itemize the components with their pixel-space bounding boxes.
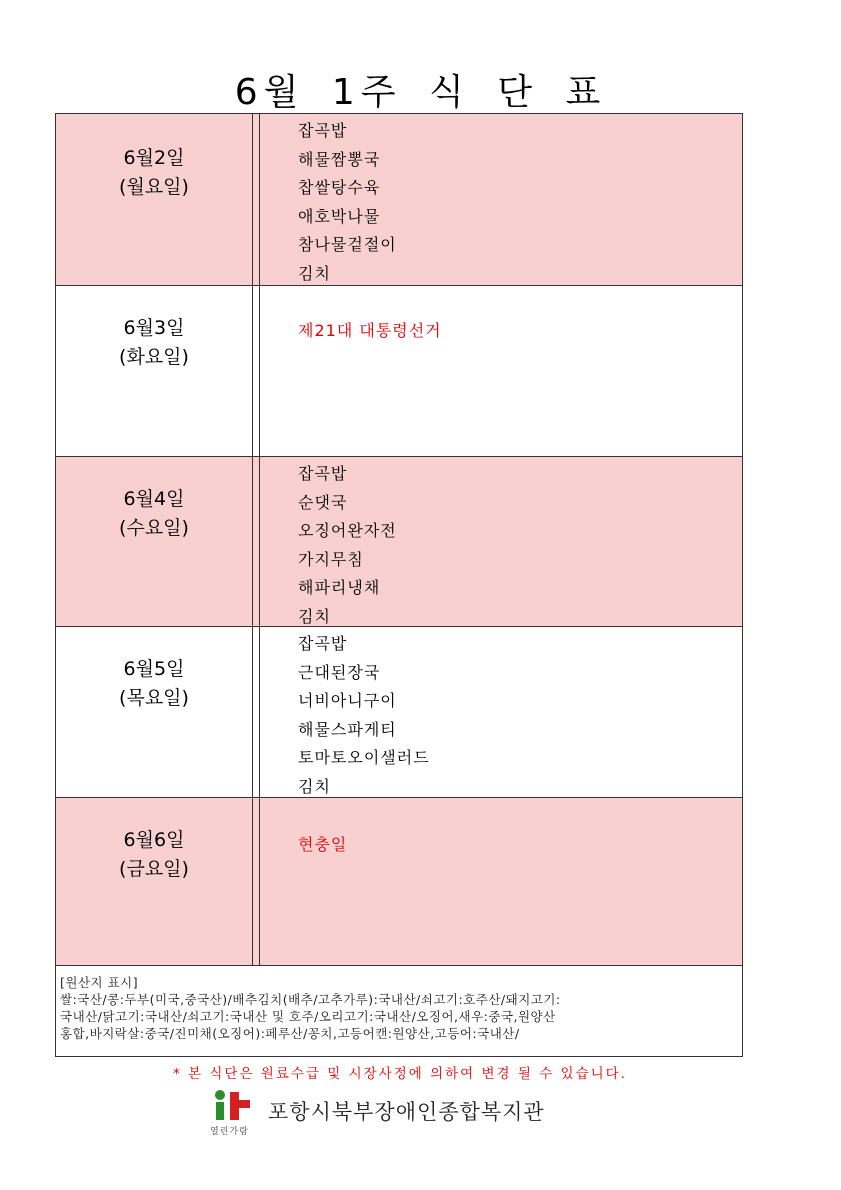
menu-item: 너비아니구이 — [298, 691, 397, 711]
menu-item: 근대된장국 — [298, 662, 381, 682]
menu-item: 토마토오이샐러드 — [298, 748, 430, 768]
menu-item: 해파리냉채 — [298, 578, 381, 598]
menu-item: 잡곡밥 — [298, 121, 348, 140]
day-weekday: (수요일) — [119, 517, 189, 539]
day-weekday: (목요일) — [119, 687, 189, 709]
day-date: 6월3일 — [123, 317, 185, 339]
day-date: 6월4일 — [123, 488, 185, 510]
holiday-label: 현충일 — [298, 835, 348, 854]
menu-item: 가지무침 — [298, 549, 364, 569]
date-cell — [56, 485, 252, 543]
organization-name: 포항시북부장애인종합복지관 — [268, 1100, 545, 1124]
menu-item: 오징어완자전 — [298, 521, 397, 541]
menu-item: 순댓국 — [298, 492, 348, 512]
day-date: 6월5일 — [123, 658, 185, 680]
menu-item: 참나물겉절이 — [298, 235, 397, 255]
day-row-tuesday — [56, 286, 742, 457]
day-date: 6월2일 — [123, 147, 185, 169]
menu-list — [298, 117, 397, 289]
page-title: 6월 1주 식 단 표 — [234, 72, 607, 113]
menu-item: 김치 — [298, 263, 331, 283]
change-notice: * 본 식단은 원료수급 및 시장사정에 의하여 변경 될 수 있습니다. — [173, 1066, 627, 1082]
menu-item: 잡곡밥 — [298, 634, 348, 653]
menu-item: 해물짬뽕국 — [298, 149, 381, 169]
day-row-thursday — [56, 627, 742, 798]
date-cell — [56, 826, 252, 884]
date-cell — [56, 144, 252, 202]
column-divider — [252, 114, 253, 965]
organization-logo-icon — [210, 1088, 260, 1128]
date-cell — [56, 314, 252, 372]
origin-line: 홍합,바지락살:중국/진미채(오징어):페루산/꽁치,고등어캔:원양산,고등어:국내산/ — [60, 1026, 520, 1041]
day-date: 6월6일 — [123, 829, 185, 851]
menu-list — [298, 460, 397, 632]
menu-table — [55, 113, 743, 966]
menu-item: 애호박나물 — [298, 206, 381, 226]
date-cell — [56, 655, 252, 713]
menu-item: 잡곡밥 — [298, 464, 348, 483]
day-weekday: (금요일) — [119, 858, 189, 880]
day-weekday: (월요일) — [119, 176, 189, 198]
menu-item: 김치 — [298, 606, 331, 626]
menu-list — [298, 630, 430, 802]
footer — [210, 1088, 590, 1138]
origin-heading: [원산지 표시] — [60, 975, 139, 990]
day-weekday: (화요일) — [119, 346, 189, 368]
origin-line: 쌀:국산/콩:두부(미국,중국산)/배추김치(배추/고추가루):국내산/쇠고기:호주산/돼지고기: — [60, 992, 561, 1007]
menu-item: 김치 — [298, 776, 331, 796]
holiday-label: 제21대 대통령선거 — [298, 321, 442, 340]
column-divider — [259, 114, 260, 965]
menu-item: 찹쌀탕수육 — [298, 178, 381, 198]
day-row-friday — [56, 798, 742, 965]
day-row-wednesday — [56, 457, 742, 627]
origin-line: 국내산/닭고기:국내산/쇠고기:국내산 및 호주/오리고기:국내산/오징어,새우:중국,원양산 — [60, 1009, 556, 1024]
origin-info — [55, 966, 743, 1057]
logo-subtitle: 열린가람 — [210, 1127, 249, 1137]
menu-item: 해물스파게티 — [298, 719, 397, 739]
day-row-monday — [56, 114, 742, 286]
